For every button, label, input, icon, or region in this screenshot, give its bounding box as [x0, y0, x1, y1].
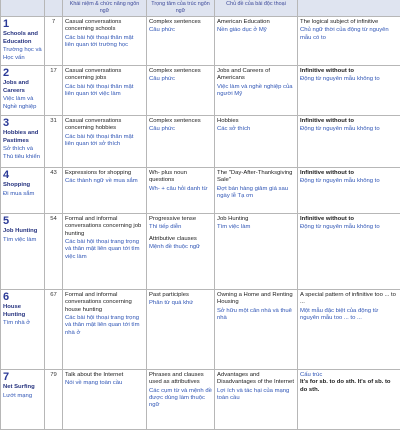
grammar-cell: A special pattern of infinitive too ... to ... Một mẫu đặc biệt của động từ nguyên mẫu too ... to ... [298, 289, 400, 369]
page-number: 7 [45, 16, 63, 65]
notion-cell: Talk about the Internet Nói về mạng toàn cầu [63, 369, 147, 429]
notion-cell: Casual conversations concerning schools Các bài hội thoại thân mật liên quan tới trường học [63, 16, 147, 65]
unit-title: Jobs and Careers [3, 80, 42, 95]
unit-number: 3 [3, 118, 42, 130]
unit-title-vn: Tìm việc làm [3, 237, 42, 244]
notion-cell: Casual conversations concerning jobs Các bài hội thoại thân mật liên quan tới việc làm [63, 65, 147, 115]
unit-number: 1 [3, 19, 42, 31]
unit-title: Hobbies and Pastimes [3, 130, 42, 145]
unit-title: Shopping [3, 182, 42, 189]
header-notion: Khái niệm & chức năng ngôn ngữ [63, 0, 147, 16]
unit-number: 2 [3, 68, 42, 80]
notion-cell: Expressions for shopping Các thành ngữ về mua sắm [63, 167, 147, 213]
unit-title: Schools and Education [3, 31, 42, 46]
header-lesson [1, 0, 45, 16]
monologue-cell: Hobbies Các sở thích [215, 115, 298, 167]
notion-cell: Formal and informal conversations concerning job hunting Các bài hội thoại trang trọng và thân mật liên quan tới tìm việc làm [63, 213, 147, 289]
table-row [1, 115, 400, 167]
table-row [1, 167, 400, 213]
table-row [1, 16, 400, 65]
grammar-cell: The logical subject of infinitive Chủ ngữ thời của động từ nguyên mẫu có to [298, 16, 400, 65]
unit-number: 4 [3, 170, 42, 182]
header-focus: Trọng tâm của trúc ngôn ngữ [147, 0, 215, 16]
monologue-cell: Advantages and Disadvantages of the Internet Lợi ích và tác hại của mạng toàn cầu [215, 369, 298, 429]
focus-cell: Progressive tense Thì tiếp diễn Attributive clauses Mệnh đề thuộc ngữ [147, 213, 215, 289]
unit-cell[interactable] [1, 213, 45, 289]
unit-title: House Hunting [3, 304, 42, 319]
unit-title-vn: Đi mua sắm [3, 191, 42, 198]
unit-cell[interactable] [1, 167, 45, 213]
unit-title-vn: Trường học và Học vấn [3, 47, 42, 62]
unit-cell[interactable] [1, 16, 45, 65]
unit-title-vn: Sở thích và Thú tiêu khiển [3, 146, 42, 161]
page-number: 43 [45, 167, 63, 213]
notion-cell: Casual conversations concerning hobbies Các bài hội thoại thân mật liên quan tới sở thích [63, 115, 147, 167]
unit-number: 5 [3, 216, 42, 228]
unit-title-vn: Tìm nhà ở [3, 320, 42, 327]
unit-cell[interactable] [1, 289, 45, 369]
monologue-cell: Job Hunting Tìm việc làm [215, 213, 298, 289]
unit-title: Net Surfing [3, 384, 42, 391]
table-row [1, 213, 400, 289]
monologue-cell: The "Day-After-Thanksgiving Sale" Đợt bán hàng giảm giá sau ngày lễ Tạ ơn [215, 167, 298, 213]
focus-cell: Past participles Phân từ quá khứ [147, 289, 215, 369]
page-number: 31 [45, 115, 63, 167]
monologue-cell: American Education Nền giáo dục ở Mỹ [215, 16, 298, 65]
table-header-row [1, 0, 400, 16]
unit-number: 7 [3, 372, 42, 384]
unit-title: Job Hunting [3, 228, 42, 235]
grammar-cell: Infinitive without to Động từ nguyên mẫu không to [298, 167, 400, 213]
monologue-cell: Owning a Home and Renting Housing Sở hữu một căn nhà và thuê nhà [215, 289, 298, 369]
monologue-cell: Jobs and Careers of Americans Việc làm và nghề nghiệp của người Mỹ [215, 65, 298, 115]
header-monologue: Chủ đề của bài độc thoại [215, 0, 298, 16]
unit-cell[interactable] [1, 115, 45, 167]
page-number: 54 [45, 213, 63, 289]
focus-cell: Phrases and clauses used as attributives Các cụm từ và mệnh đề được dùng làm thuộc ngữ [147, 369, 215, 429]
grammar-cell: Infinitive without to Động từ nguyên mẫu không to [298, 213, 400, 289]
page-number: 17 [45, 65, 63, 115]
page-number: 67 [45, 289, 63, 369]
unit-cell[interactable] [1, 369, 45, 429]
focus-cell: Wh- plus noun questions Wh- + câu hỏi danh từ [147, 167, 215, 213]
notion-cell: Formal and informal conversations concerning house hunting Các bài hội thoại trang trọng và thân mật liên quan tới tìm nhà ở [63, 289, 147, 369]
unit-title-vn: Việc làm và Nghề nghiệp [3, 96, 42, 111]
grammar-cell: Infinitive without to Động từ nguyên mẫu không to [298, 65, 400, 115]
page-number: 79 [45, 369, 63, 429]
table-row [1, 289, 400, 369]
unit-number: 6 [3, 292, 42, 304]
unit-cell[interactable] [1, 65, 45, 115]
header-page [45, 0, 63, 16]
focus-cell: Complex sentences Câu phức [147, 16, 215, 65]
header-grammar [298, 0, 400, 16]
grammar-cell: Infinitive without to Động từ nguyên mẫu không to [298, 115, 400, 167]
focus-cell: Complex sentences Câu phức [147, 115, 215, 167]
table-row [1, 65, 400, 115]
table-row [1, 369, 400, 429]
focus-cell: Complex sentences Câu phức [147, 65, 215, 115]
unit-title-vn: Lướt mạng [3, 393, 42, 400]
grammar-cell: Cấu trúc It's for sb. to do sth. It's of sb. to do sth. [298, 369, 400, 429]
